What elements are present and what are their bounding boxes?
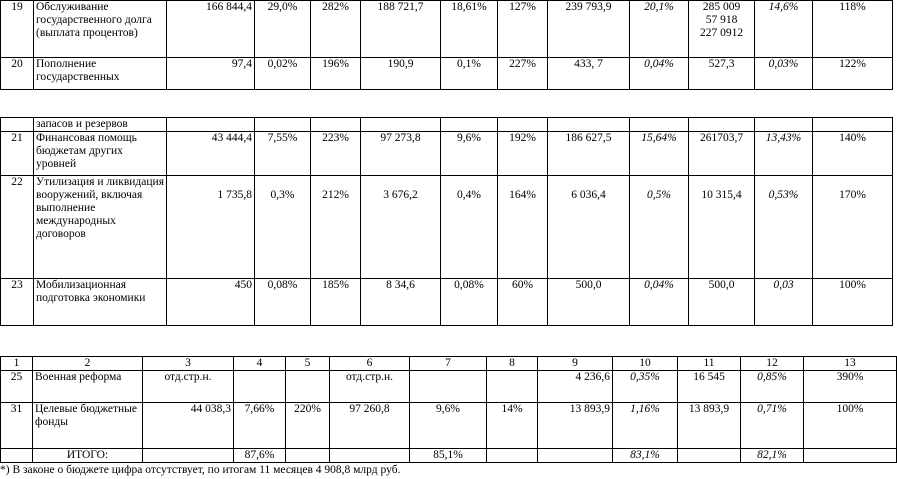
table-cell (311, 118, 361, 132)
table-cell: 1 735,8 (167, 176, 255, 279)
table-cell: 122% (813, 58, 893, 90)
table-cell: 44 038,3 (143, 403, 234, 449)
row-number: 22 (1, 176, 34, 279)
table-cell: 0,85% (741, 371, 804, 403)
table-cell: 527,3 (689, 58, 755, 90)
total-value: 87,6% (234, 449, 286, 463)
total-value: 85,1% (410, 449, 487, 463)
gap-cell (1, 90, 893, 118)
table-cell: 9,6% (410, 403, 487, 449)
table-cell (498, 118, 548, 132)
table-cell: 433, 7 (548, 58, 630, 90)
table-cell: 0,71% (741, 403, 804, 449)
table-cell: 0,53% (755, 176, 813, 279)
table-cell: 127% (498, 1, 548, 58)
table-cell: 0,03% (755, 58, 813, 90)
footnote: *) В законе о бюджете цифра отсутствует, по итогам 11 месяцев 4 908,8 млрд руб. (0, 464, 401, 476)
row-number: 21 (1, 132, 34, 176)
table-cell: 60% (498, 279, 548, 326)
column-number: 8 (487, 357, 538, 371)
table-cell: 0,3% (255, 176, 311, 279)
row-number (1, 118, 34, 132)
item-label: Пополнение государственных (34, 58, 167, 90)
table-cell: 223% (311, 132, 361, 176)
table-row (1, 58, 893, 90)
row-number: 31 (1, 403, 33, 449)
table-cell: 239 793,9 (548, 1, 630, 58)
row-number: 25 (1, 371, 33, 403)
table-cell: 0,1% (441, 58, 498, 90)
table-cell: 0,03 (755, 279, 813, 326)
table-cell (1, 449, 33, 463)
table-row (1, 176, 893, 279)
table-cell: 170% (813, 176, 893, 279)
budget-table-lower (0, 356, 897, 463)
table-cell (167, 118, 255, 132)
table-cell: 10 315,4 (689, 176, 755, 279)
row-number: 19 (1, 1, 34, 58)
column-number: 9 (538, 357, 613, 371)
table-cell: 285 009 57 918 227 0912 (689, 1, 755, 58)
table-cell: 13 893,9 (538, 403, 613, 449)
table-cell: 97 273,8 (361, 132, 441, 176)
table-cell: 220% (286, 403, 330, 449)
table-cell: 0,08% (441, 279, 498, 326)
table-cell: 7,55% (255, 132, 311, 176)
table-row (1, 403, 897, 449)
column-number-row (1, 357, 897, 371)
table-cell (804, 449, 897, 463)
item-label: Финансовая помощь бюджетам других уровней (34, 132, 167, 176)
table-cell: 185% (311, 279, 361, 326)
total-label: ИТОГО: (33, 449, 143, 463)
table-row (1, 1, 893, 58)
table-cell: 4 236,6 (538, 371, 613, 403)
table-cell: 16 545 (678, 371, 741, 403)
table-row (1, 371, 897, 403)
table-cell: 140% (813, 132, 893, 176)
page-break-gap (1, 90, 893, 118)
table-cell: 8 34,6 (361, 279, 441, 326)
table-cell (330, 449, 410, 463)
table-cell: 282% (311, 1, 361, 58)
table-cell: 500,0 (548, 279, 630, 326)
table-cell: 1,16% (613, 403, 678, 449)
table-cell: 97 260,8 (330, 403, 410, 449)
table-cell: 13 893,9 (678, 403, 741, 449)
item-label: Мобилизационная подготовка экономики (34, 279, 167, 326)
table-cell: 29,0% (255, 1, 311, 58)
table-cell: 15,64% (630, 132, 689, 176)
item-label: Военная реформа (33, 371, 143, 403)
table-cell (487, 371, 538, 403)
column-number: 3 (143, 357, 234, 371)
item-label: запасов и резервов (34, 118, 167, 132)
table-cell: 0,35% (613, 371, 678, 403)
table-cell (678, 449, 741, 463)
table-cell: 212% (311, 176, 361, 279)
table-cell (630, 118, 689, 132)
table-cell: 0,08% (255, 279, 311, 326)
item-label: Утилизация и ликвидация вооружений, включая выполнение международных договоров (34, 176, 167, 279)
table-cell (487, 449, 538, 463)
table-cell: 14,6% (755, 1, 813, 58)
table-cell: 0,02% (255, 58, 311, 90)
table-row (1, 279, 893, 326)
table-cell: 166 844,4 (167, 1, 255, 58)
table-cell: 261703,7 (689, 132, 755, 176)
table-cell: 6 036,4 (548, 176, 630, 279)
item-label: Целевые бюджетные фонды (33, 403, 143, 449)
table-cell (689, 118, 755, 132)
table-cell: 20,1% (630, 1, 689, 58)
column-number: 11 (678, 357, 741, 371)
row-number: 20 (1, 58, 34, 90)
column-number: 5 (286, 357, 330, 371)
table-cell: 97,4 (167, 58, 255, 90)
table-cell: 0,04% (630, 279, 689, 326)
table-cell: 450 (167, 279, 255, 326)
table-cell (538, 449, 613, 463)
table-cell: 3 676,2 (361, 176, 441, 279)
column-number: 1 (1, 357, 33, 371)
table-cell: 227% (498, 58, 548, 90)
column-number: 4 (234, 357, 286, 371)
table-row (1, 118, 893, 132)
table-cell (548, 118, 630, 132)
table-cell: 0,04% (630, 58, 689, 90)
table-cell (234, 371, 286, 403)
table-cell: 164% (498, 176, 548, 279)
table-cell: 188 721,7 (361, 1, 441, 58)
total-row (1, 449, 897, 463)
table-cell: отд.стр.н. (330, 371, 410, 403)
table-cell: 192% (498, 132, 548, 176)
column-number: 7 (410, 357, 487, 371)
table-cell: 390% (804, 371, 897, 403)
table-cell: 13,43% (755, 132, 813, 176)
row-number: 23 (1, 279, 34, 326)
table-cell: 18,61% (441, 1, 498, 58)
table-cell (813, 118, 893, 132)
table-row (1, 132, 893, 176)
column-number: 10 (613, 357, 678, 371)
table-cell (755, 118, 813, 132)
item-label: Обслуживание государственного долга (выплата процентов) (34, 1, 167, 58)
table-cell (441, 118, 498, 132)
table-cell: 14% (487, 403, 538, 449)
table-cell (410, 371, 487, 403)
table-cell: 9,6% (441, 132, 498, 176)
table-cell: 118% (813, 1, 893, 58)
table-cell: 43 444,4 (167, 132, 255, 176)
table-cell: 196% (311, 58, 361, 90)
column-number: 2 (33, 357, 143, 371)
table-cell (361, 118, 441, 132)
column-number: 13 (804, 357, 897, 371)
column-number: 12 (741, 357, 804, 371)
table-cell: отд.стр.н. (143, 371, 234, 403)
total-value: 82,1% (741, 449, 804, 463)
column-number: 6 (330, 357, 410, 371)
table-cell: 0,5% (630, 176, 689, 279)
table-cell: 100% (813, 279, 893, 326)
table-cell (286, 449, 330, 463)
table-cell: 0,4% (441, 176, 498, 279)
table-cell: 7,66% (234, 403, 286, 449)
total-value: 83,1% (613, 449, 678, 463)
table-cell: 100% (804, 403, 897, 449)
table-cell: 190,9 (361, 58, 441, 90)
table-cell: 186 627,5 (548, 132, 630, 176)
table-cell: 500,0 (689, 279, 755, 326)
table-cell (143, 449, 234, 463)
table-cell (286, 371, 330, 403)
table-cell (255, 118, 311, 132)
